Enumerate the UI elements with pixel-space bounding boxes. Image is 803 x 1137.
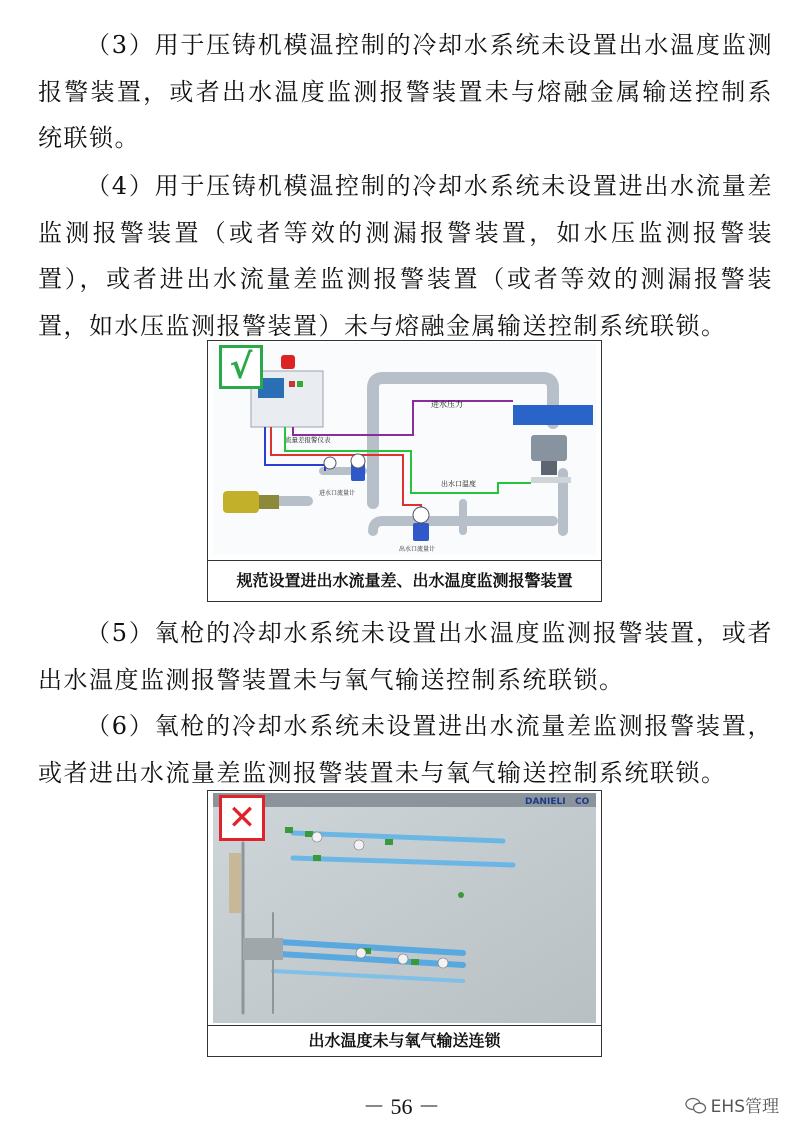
paragraph-3: （3）用于压铸机模温控制的冷却水系统未设置出水温度监测报警装置，或者出水温度监测报警装置未与熔融金属输送控制系统联锁。 (38, 31, 773, 153)
paragraph-4: （4）用于压铸机模温控制的冷却水系统未设置进出水流量差监测报警装置（或者等效的测漏报警装置，如水压监测报警装置），或者进出水流量差监测报警装置（或者等效的测漏报警装置，如水压监测报警装置）未与熔融金属输送控制系统联锁。 (38, 172, 773, 341)
checkmark-icon: √ (219, 345, 263, 389)
watermark-text: EHS管理 (710, 1097, 779, 1117)
figure-2-photo (213, 793, 596, 1023)
die-casting-mold-icon (513, 405, 593, 475)
label-flow-diff-meter: 流量差报警仪表 (285, 436, 331, 444)
brand-label: DANIELI (525, 797, 566, 807)
label-outlet-temp: 出水口温度 (441, 480, 476, 488)
paragraph-5: （5）氧枪的冷却水系统未设置出水温度监测报警装置，或者出水温度监测报警装置未与氧气输送控制系统联锁。 (38, 619, 773, 694)
wechat-icon (685, 1097, 707, 1115)
figure-1-diagram (213, 343, 596, 555)
figure-incorrect-setup (207, 790, 602, 1057)
page-number: － 56 － (362, 1094, 440, 1119)
paragraph-6: （6）氧枪的冷却水系统未设置进出水流量差监测报警装置，或者进出水流量差监测报警装置未与氧气输送控制系统联锁。 (38, 712, 773, 787)
outlet-flowmeter-icon (413, 507, 429, 541)
figure-correct-setup (207, 340, 602, 602)
figure-2-caption: 出水温度未与氧气输送连锁 (208, 1025, 601, 1056)
blue-signal-line (265, 427, 325, 471)
figure-1-caption: 规范设置进出水流量差、出水温度监测报警装置 (208, 560, 601, 601)
label-inlet-pressure: 进水压力 (431, 400, 463, 409)
label-outlet-flowmeter: 出水口流量计 (399, 546, 436, 553)
label-inlet-flowmeter: 进水口流量计 (319, 490, 356, 497)
watermark (685, 1092, 779, 1117)
cross-icon: ✕ (219, 795, 265, 841)
purple-signal-line (293, 401, 513, 435)
pump-icon (223, 491, 279, 513)
brand-suffix: CO (575, 797, 590, 807)
